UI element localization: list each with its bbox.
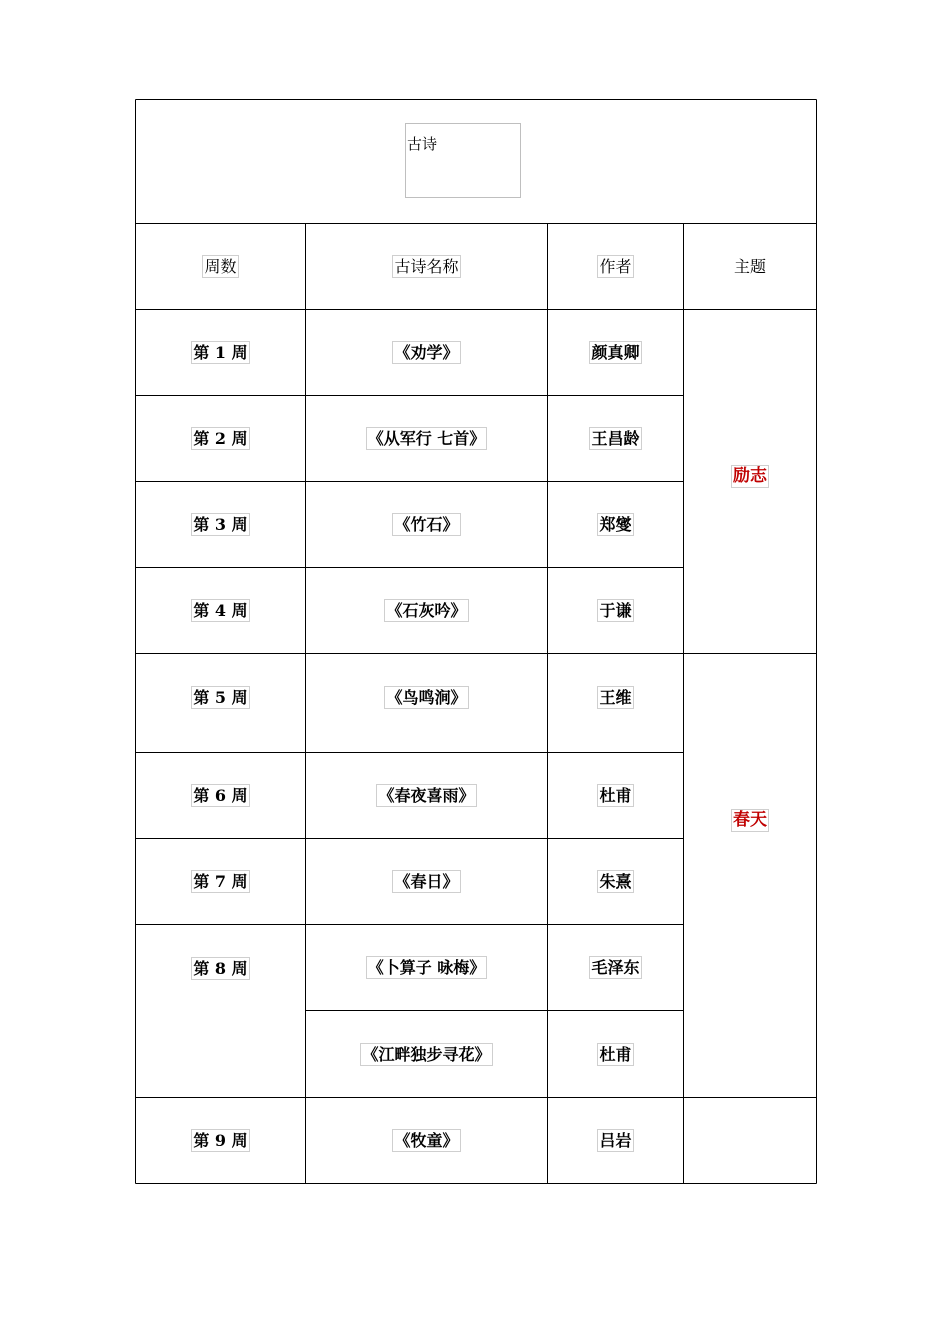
theme-cell [684, 310, 816, 643]
author-name: 吕岩 [599, 1131, 632, 1150]
poem-title: 《从军行 七首》 [367, 429, 486, 448]
author-name: 王维 [599, 688, 632, 707]
poem-title: 《春日》 [394, 872, 459, 891]
author-name: 于谦 [599, 601, 632, 620]
table-row [136, 839, 305, 924]
page-title: 古诗 [407, 135, 438, 153]
author-name: 杜甫 [599, 786, 632, 805]
author-cell [548, 482, 683, 567]
header-theme: 主题 [733, 257, 766, 276]
week-label: 第 9 周 [193, 1131, 248, 1150]
header-theme-cell [684, 224, 816, 309]
author-name: 王昌龄 [591, 429, 640, 448]
table-row [136, 482, 305, 567]
table-row [136, 925, 305, 1097]
table-row [136, 396, 305, 481]
poem-title: 《劝学》 [394, 343, 459, 362]
header-author: 作者 [599, 257, 632, 276]
poem-cell [306, 654, 547, 752]
author-name: 颜真卿 [591, 343, 640, 362]
table-row [136, 753, 305, 838]
week-label: 第 3 周 [193, 515, 248, 534]
week-label: 第 6 周 [193, 786, 248, 805]
poem-cell [306, 925, 547, 1010]
week-label: 第 1 周 [193, 343, 248, 362]
header-poem-cell [306, 224, 547, 309]
author-cell [548, 654, 683, 752]
author-cell [548, 310, 683, 395]
poem-title: 《牧童》 [394, 1131, 459, 1150]
author-cell [548, 1011, 683, 1097]
poem-cell [306, 753, 547, 838]
table-row [136, 568, 305, 653]
theme-cell [684, 654, 816, 987]
header-week-cell [136, 224, 305, 309]
author-name: 杜甫 [599, 1044, 632, 1064]
poem-title: 《江畔独步寻花》 [362, 1044, 491, 1064]
week-label: 第 8 周 [193, 959, 248, 978]
poem-cell [306, 568, 547, 653]
poem-cell [306, 310, 547, 395]
author-cell [548, 753, 683, 838]
week-label: 第 5 周 [193, 688, 248, 707]
header-week: 周数 [204, 257, 237, 276]
author-name: 毛泽东 [591, 958, 640, 977]
header-author-cell [548, 224, 683, 309]
poem-cell [306, 482, 547, 567]
title-box [405, 123, 521, 198]
poem-cell [306, 839, 547, 924]
week-label: 第 2 周 [193, 429, 248, 448]
author-cell [548, 568, 683, 653]
poem-title: 《石灰吟》 [386, 601, 467, 620]
theme-label-inspiration: 励志 [733, 466, 767, 486]
author-cell [548, 839, 683, 924]
poem-title: 《鸟鸣涧》 [386, 688, 467, 707]
header-poem: 古诗名称 [394, 257, 459, 276]
week-label: 第 4 周 [193, 601, 248, 620]
poem-title: 《春夜喜雨》 [378, 786, 475, 805]
table-row [136, 654, 305, 752]
poem-title: 《竹石》 [394, 515, 459, 534]
table-row [136, 1098, 305, 1183]
poem-cell [306, 1011, 547, 1097]
author-cell [548, 396, 683, 481]
author-cell [548, 1098, 683, 1183]
poem-cell [306, 1098, 547, 1183]
poem-title: 《卜算子 咏梅》 [367, 958, 486, 977]
author-name: 朱熹 [599, 872, 632, 891]
poem-cell [306, 396, 547, 481]
week-label: 第 7 周 [193, 872, 248, 891]
author-name: 郑燮 [599, 515, 632, 534]
theme-label-spring: 春天 [733, 810, 767, 830]
author-cell [548, 925, 683, 1010]
table-row [136, 310, 305, 395]
